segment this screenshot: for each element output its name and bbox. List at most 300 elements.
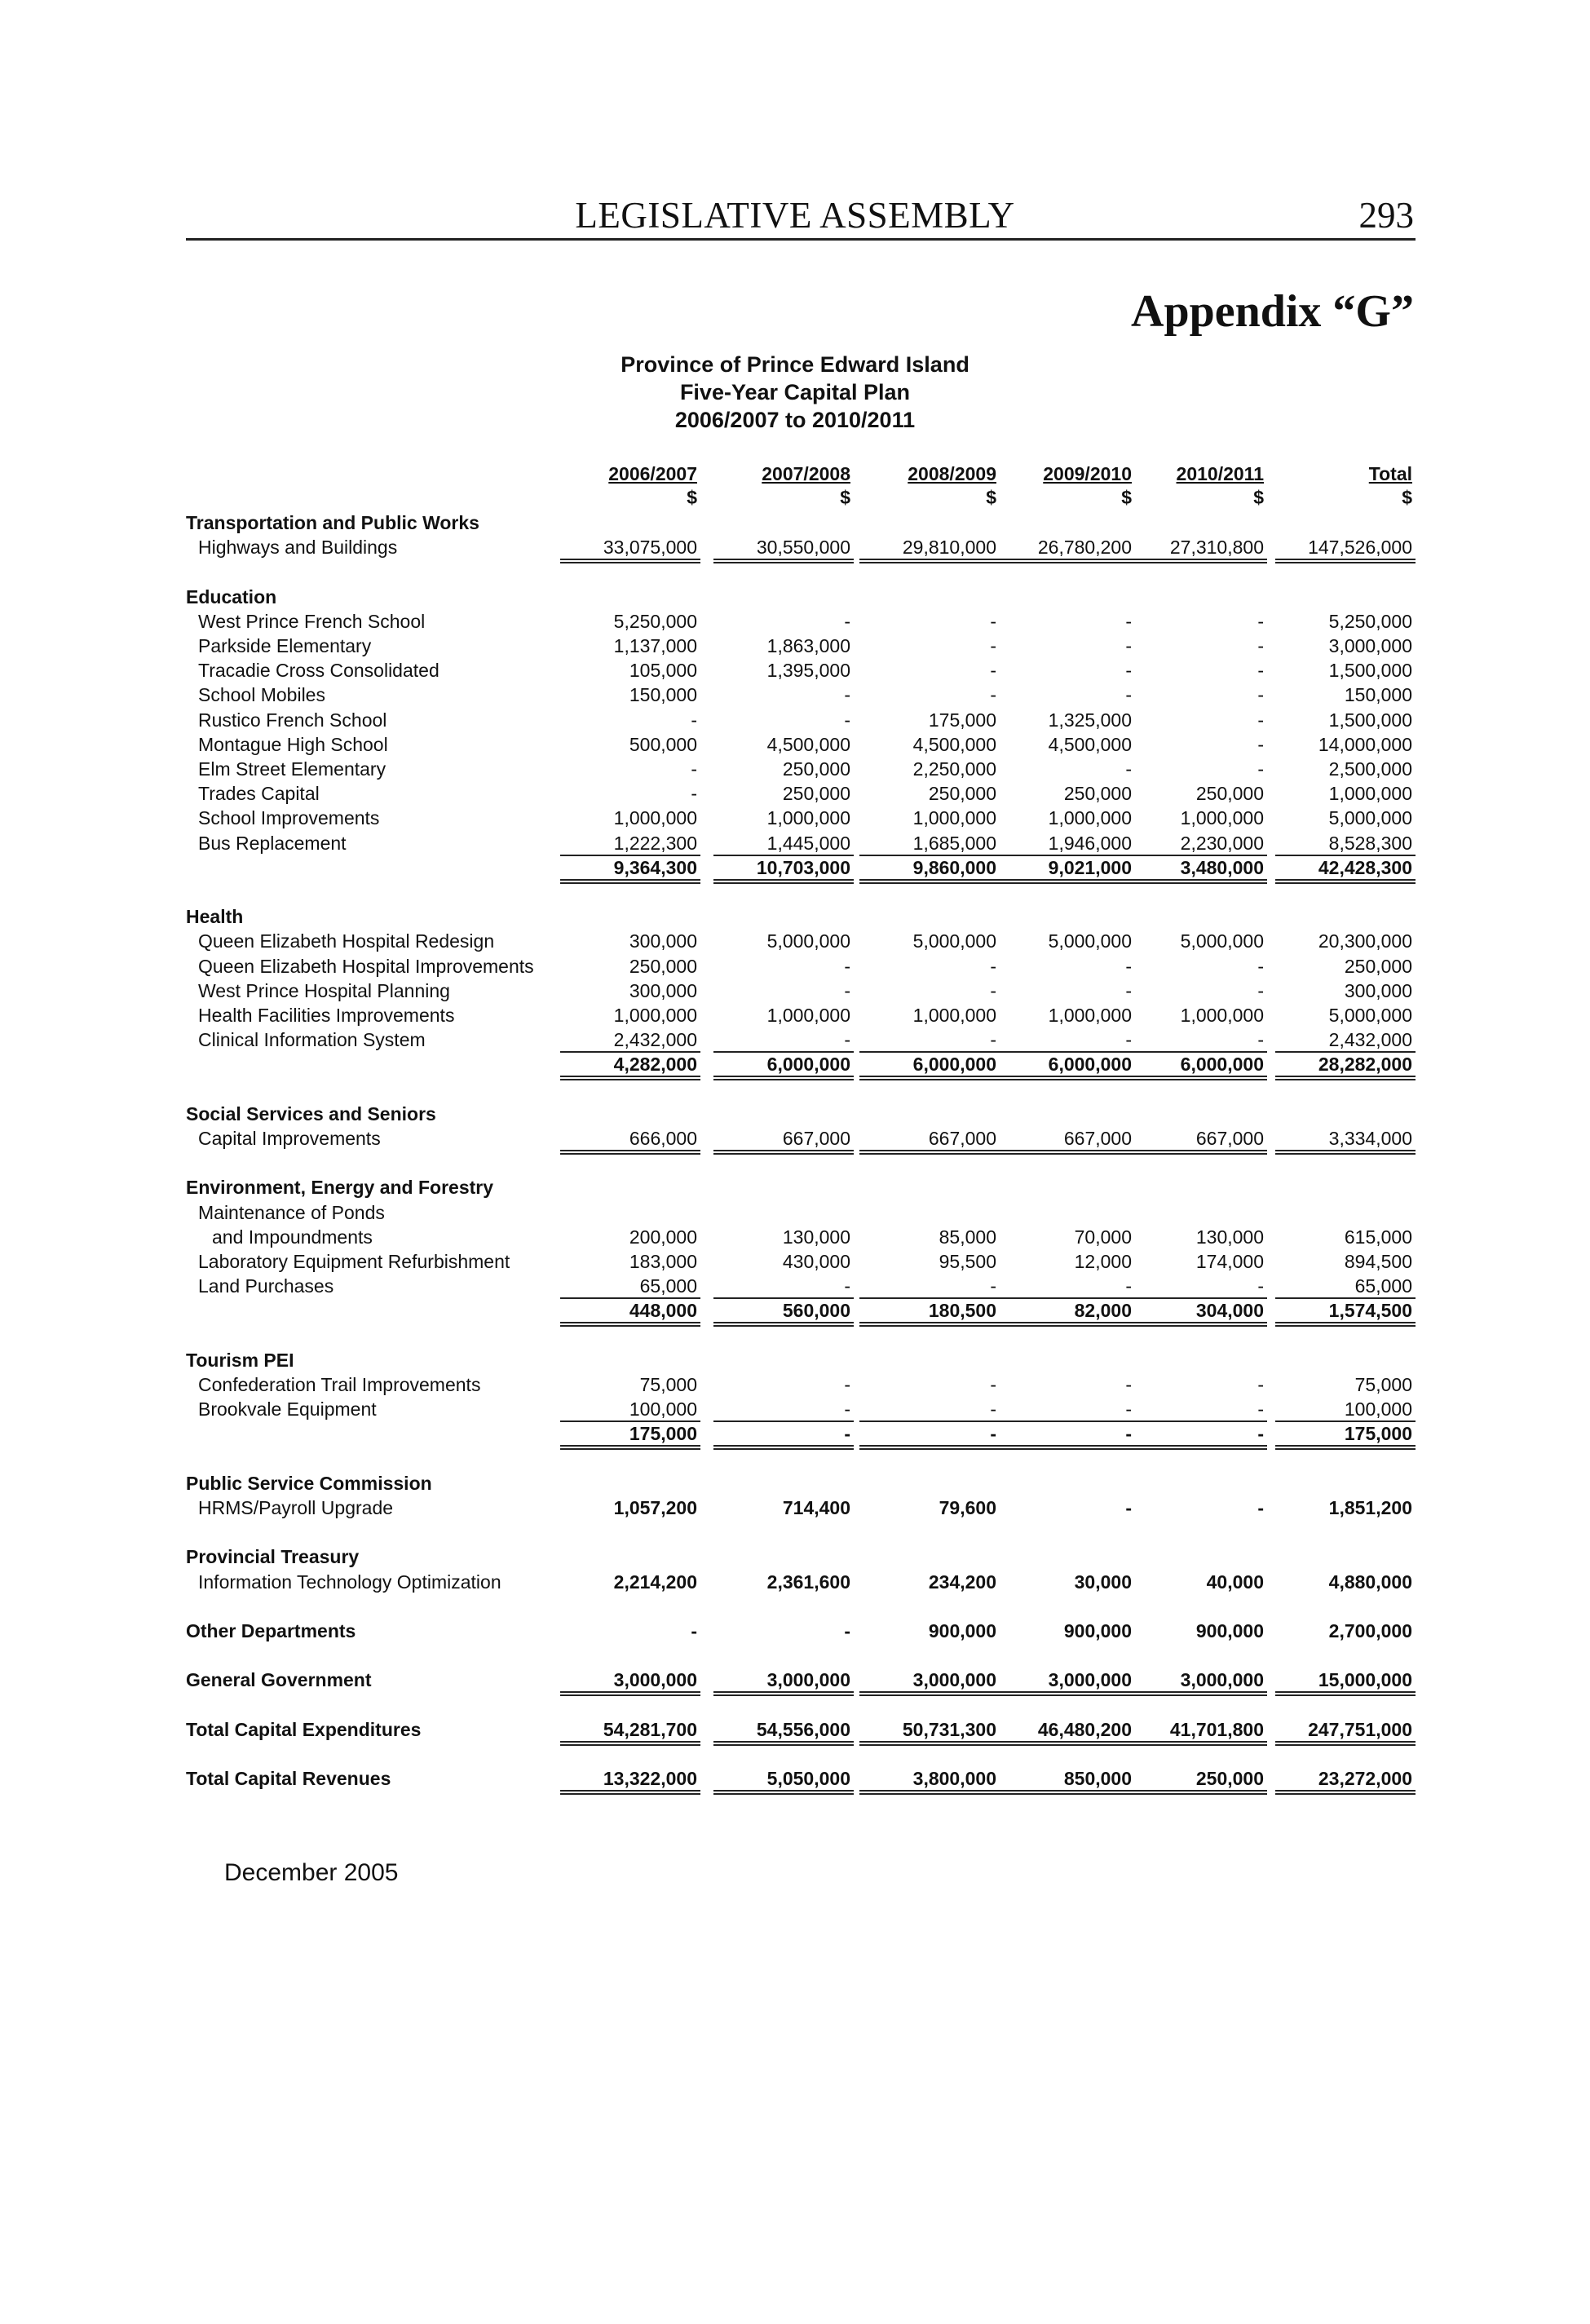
underline bbox=[560, 1445, 700, 1447]
underline bbox=[1275, 1790, 1416, 1792]
line-item-row bbox=[0, 1571, 1590, 1596]
cell-value: 30,550,000 bbox=[756, 537, 850, 559]
cell-value: - bbox=[1125, 610, 1132, 632]
cell-value: 100,000 bbox=[1344, 1398, 1412, 1420]
cell-value: - bbox=[1257, 979, 1264, 1001]
section-title: Provincial Treasury bbox=[186, 1546, 360, 1568]
section-heading-row bbox=[0, 1546, 1590, 1571]
row-label: West Prince French School bbox=[198, 610, 426, 632]
cell-value: 667,000 bbox=[782, 1128, 850, 1149]
cell-value: 3,000,000 bbox=[912, 1669, 996, 1691]
underline bbox=[713, 559, 854, 560]
cell-value: 41,701,800 bbox=[1169, 1718, 1264, 1740]
cell-value: 3,480,000 bbox=[1180, 856, 1264, 878]
cell-value: 4,282,000 bbox=[613, 1054, 697, 1076]
underline bbox=[1275, 879, 1416, 881]
column-unit: $ bbox=[986, 487, 996, 508]
row-label: Trades Capital bbox=[198, 783, 320, 805]
cell-value: 1,000,000 bbox=[1048, 1005, 1132, 1026]
column-header bbox=[687, 463, 850, 509]
underline bbox=[1127, 879, 1267, 881]
underline bbox=[1127, 1694, 1267, 1696]
cell-value: 180,500 bbox=[928, 1300, 996, 1322]
cell-value: 448,000 bbox=[629, 1300, 697, 1322]
underline bbox=[713, 1448, 854, 1450]
underline bbox=[560, 1448, 700, 1450]
row-label: Queen Elizabeth Hospital Redesign bbox=[198, 930, 495, 952]
line-item-row bbox=[0, 537, 1590, 561]
underline bbox=[859, 1150, 1000, 1151]
row-label: Land Purchases bbox=[198, 1275, 334, 1297]
underline bbox=[995, 1445, 1135, 1447]
underline bbox=[1275, 1153, 1416, 1155]
cell-value: 79,600 bbox=[939, 1497, 996, 1518]
underline bbox=[995, 1297, 1135, 1299]
cell-value: 430,000 bbox=[782, 1251, 850, 1272]
cell-value: 1,863,000 bbox=[766, 635, 850, 656]
underline bbox=[713, 562, 854, 563]
cell-value: - bbox=[1257, 1398, 1264, 1420]
underline bbox=[995, 1741, 1135, 1743]
subtotal-row bbox=[0, 1423, 1590, 1447]
underline bbox=[1127, 1448, 1267, 1450]
cell-value: 1,000,000 bbox=[766, 1005, 850, 1026]
cell-value: 5,250,000 bbox=[613, 610, 697, 632]
row-label: Bus Replacement bbox=[198, 832, 347, 854]
line-item-row bbox=[0, 1251, 1590, 1275]
row-label: Information Technology Optimization bbox=[198, 1571, 501, 1593]
underline bbox=[560, 879, 700, 881]
section-title: Public Service Commission bbox=[186, 1472, 432, 1494]
underline bbox=[713, 1744, 854, 1746]
cell-value: 28,282,000 bbox=[1318, 1054, 1412, 1076]
row-label: Total Capital Revenues bbox=[186, 1768, 391, 1790]
underline bbox=[1275, 562, 1416, 563]
header-rule bbox=[186, 238, 1416, 241]
line-item-row bbox=[0, 635, 1590, 660]
underline bbox=[713, 879, 854, 881]
cell-value: 100,000 bbox=[629, 1398, 697, 1420]
underline bbox=[1275, 1297, 1416, 1299]
line-item-row bbox=[0, 758, 1590, 783]
underline bbox=[560, 1420, 700, 1422]
underline bbox=[560, 1744, 700, 1746]
cell-value: 1,946,000 bbox=[1048, 832, 1132, 854]
subtotal-row bbox=[0, 857, 1590, 881]
underline bbox=[1275, 1325, 1416, 1327]
cell-value: 3,000,000 bbox=[766, 1669, 850, 1691]
cell-value: 85,000 bbox=[939, 1226, 996, 1248]
cell-value: 500,000 bbox=[629, 733, 697, 755]
page-number: 293 bbox=[1358, 195, 1414, 236]
cell-value: - bbox=[1257, 709, 1264, 731]
cell-value: 850,000 bbox=[1063, 1768, 1132, 1790]
underline bbox=[1127, 1051, 1267, 1053]
underline bbox=[713, 1150, 854, 1151]
cell-value: 42,428,300 bbox=[1318, 856, 1412, 878]
underline bbox=[995, 882, 1135, 884]
underline bbox=[859, 562, 1000, 563]
row-label: and Impoundments bbox=[212, 1226, 373, 1248]
underline bbox=[713, 855, 854, 856]
cell-value: 250,000 bbox=[1063, 783, 1132, 805]
cell-value: - bbox=[990, 1398, 996, 1420]
section-title: Tourism PEI bbox=[186, 1349, 294, 1371]
cell-value: - bbox=[1125, 1497, 1132, 1518]
cell-value: 5,000,000 bbox=[1328, 807, 1412, 829]
cell-value: 70,000 bbox=[1074, 1226, 1132, 1248]
line-item-row bbox=[0, 1374, 1590, 1398]
underline bbox=[1127, 1325, 1267, 1327]
cell-value: - bbox=[990, 1423, 996, 1445]
underline bbox=[560, 1694, 700, 1696]
underline bbox=[1127, 559, 1267, 560]
cell-value: 247,751,000 bbox=[1308, 1718, 1412, 1740]
line-item-row bbox=[0, 734, 1590, 758]
cell-value: 46,480,200 bbox=[1037, 1718, 1132, 1740]
row-label: Montague High School bbox=[198, 733, 388, 755]
cell-value: - bbox=[844, 709, 850, 731]
cell-value: 1,851,200 bbox=[1328, 1497, 1412, 1518]
underline bbox=[1275, 1741, 1416, 1743]
underline bbox=[560, 1153, 700, 1155]
cell-value: 2,230,000 bbox=[1180, 832, 1264, 854]
underline bbox=[713, 1153, 854, 1155]
cell-value: - bbox=[990, 660, 996, 682]
cell-value: 2,432,000 bbox=[1328, 1029, 1412, 1051]
cell-value: 130,000 bbox=[782, 1226, 850, 1248]
cell-value: 1,500,000 bbox=[1328, 660, 1412, 682]
underline bbox=[859, 1153, 1000, 1155]
section-title: Transportation and Public Works bbox=[186, 512, 479, 533]
underline bbox=[560, 1325, 700, 1327]
underline bbox=[995, 1079, 1135, 1080]
line-item-row bbox=[0, 611, 1590, 635]
cell-value: 1,325,000 bbox=[1048, 709, 1132, 731]
line-item-row bbox=[0, 1275, 1590, 1300]
cell-value: - bbox=[1257, 758, 1264, 780]
cell-value: 6,000,000 bbox=[1180, 1054, 1264, 1076]
cell-value: 14,000,000 bbox=[1318, 733, 1412, 755]
underline bbox=[713, 1694, 854, 1696]
total-row bbox=[0, 1620, 1590, 1645]
cell-value: 175,000 bbox=[1344, 1423, 1412, 1445]
cell-value: 54,281,700 bbox=[603, 1718, 697, 1740]
underline bbox=[859, 1448, 1000, 1450]
cell-value: 50,731,300 bbox=[902, 1718, 996, 1740]
underline bbox=[995, 1322, 1135, 1323]
underline bbox=[560, 1691, 700, 1693]
row-label: Health Facilities Improvements bbox=[198, 1005, 455, 1026]
row-label: Clinical Information System bbox=[198, 1029, 426, 1051]
column-year: 2006/2007 bbox=[608, 463, 697, 484]
underline bbox=[995, 1150, 1135, 1151]
cell-value: 2,500,000 bbox=[1328, 758, 1412, 780]
cell-value: 1,500,000 bbox=[1328, 709, 1412, 731]
line-item-row bbox=[0, 930, 1590, 955]
cell-value: - bbox=[844, 1620, 850, 1641]
cell-value: 65,000 bbox=[639, 1275, 697, 1297]
underline bbox=[859, 1322, 1000, 1323]
cell-value: - bbox=[1125, 660, 1132, 682]
cell-value: 900,000 bbox=[1063, 1620, 1132, 1641]
cell-value: 15,000,000 bbox=[1318, 1669, 1412, 1691]
row-label: School Mobiles bbox=[198, 684, 325, 706]
underline bbox=[1275, 1420, 1416, 1422]
plan-title-line: Province of Prince Edward Island bbox=[621, 352, 969, 377]
underline bbox=[995, 1448, 1135, 1450]
underline bbox=[713, 1445, 854, 1447]
row-label: Maintenance of Ponds bbox=[198, 1201, 385, 1223]
cell-value: 105,000 bbox=[629, 660, 697, 682]
underline bbox=[560, 559, 700, 560]
cell-value: - bbox=[691, 1620, 697, 1641]
cell-value: 3,000,000 bbox=[1048, 1669, 1132, 1691]
cell-value: 3,000,000 bbox=[1328, 635, 1412, 656]
underline bbox=[560, 1079, 700, 1080]
cell-value: 5,000,000 bbox=[766, 930, 850, 952]
underline bbox=[859, 1297, 1000, 1299]
cell-value: - bbox=[1257, 733, 1264, 755]
cell-value: - bbox=[844, 1398, 850, 1420]
underline bbox=[713, 1420, 854, 1422]
underline bbox=[713, 1297, 854, 1299]
underline bbox=[995, 1153, 1135, 1155]
underline bbox=[995, 1051, 1135, 1053]
cell-value: 10,703,000 bbox=[756, 856, 850, 878]
underline bbox=[560, 562, 700, 563]
row-label: Confederation Trail Improvements bbox=[198, 1374, 481, 1395]
cell-value: 75,000 bbox=[639, 1374, 697, 1395]
cell-value: 1,574,500 bbox=[1328, 1300, 1412, 1322]
cell-value: 667,000 bbox=[1063, 1128, 1132, 1149]
underline bbox=[713, 882, 854, 884]
line-item-row bbox=[0, 956, 1590, 980]
cell-value: 1,000,000 bbox=[1328, 783, 1412, 805]
underline bbox=[995, 1744, 1135, 1746]
underline bbox=[713, 1322, 854, 1323]
column-year: 2008/2009 bbox=[908, 463, 996, 484]
cell-value: - bbox=[990, 1374, 996, 1395]
column-header bbox=[534, 463, 697, 509]
cell-value: 3,000,000 bbox=[613, 1669, 697, 1691]
cell-value: 250,000 bbox=[1195, 783, 1264, 805]
cell-value: 175,000 bbox=[629, 1423, 697, 1445]
underline bbox=[1127, 1297, 1267, 1299]
underline bbox=[1275, 1793, 1416, 1795]
cell-value: - bbox=[1257, 660, 1264, 682]
cell-value: - bbox=[990, 684, 996, 706]
underline bbox=[1127, 1790, 1267, 1792]
section-heading-row bbox=[0, 1473, 1590, 1497]
underline bbox=[1275, 882, 1416, 884]
section-heading-row bbox=[0, 586, 1590, 611]
underline bbox=[560, 1790, 700, 1792]
cell-value: 1,000,000 bbox=[613, 1005, 697, 1026]
cell-value: 130,000 bbox=[1195, 1226, 1264, 1248]
line-item-row bbox=[0, 1497, 1590, 1522]
underline bbox=[713, 1051, 854, 1053]
row-label: School Improvements bbox=[198, 807, 380, 829]
cell-value: 6,000,000 bbox=[766, 1054, 850, 1076]
cell-value: 9,860,000 bbox=[912, 856, 996, 878]
underline bbox=[1127, 1420, 1267, 1422]
total-row bbox=[0, 1669, 1590, 1694]
cell-value: 1,137,000 bbox=[613, 635, 697, 656]
cell-value: 304,000 bbox=[1195, 1300, 1264, 1322]
underline bbox=[560, 1297, 700, 1299]
underline bbox=[1275, 1150, 1416, 1151]
cell-value: - bbox=[1125, 1423, 1132, 1445]
cell-value: 82,000 bbox=[1074, 1300, 1132, 1322]
cell-value: 2,250,000 bbox=[912, 758, 996, 780]
cell-value: 900,000 bbox=[928, 1620, 996, 1641]
cell-value: 667,000 bbox=[1195, 1128, 1264, 1149]
underline bbox=[859, 1420, 1000, 1422]
underline bbox=[1127, 1793, 1267, 1795]
line-item-row bbox=[0, 1202, 1590, 1226]
section-heading-row bbox=[0, 1350, 1590, 1374]
cell-value: 2,361,600 bbox=[766, 1571, 850, 1593]
section-heading-row bbox=[0, 512, 1590, 537]
underline bbox=[1275, 1448, 1416, 1450]
column-year: 2009/2010 bbox=[1043, 463, 1132, 484]
cell-value: 250,000 bbox=[1344, 955, 1412, 977]
cell-value: 150,000 bbox=[1344, 684, 1412, 706]
underline bbox=[560, 1322, 700, 1323]
row-label: Brookvale Equipment bbox=[198, 1398, 377, 1420]
underline bbox=[560, 1051, 700, 1053]
line-item-row bbox=[0, 709, 1590, 734]
cell-value: 6,000,000 bbox=[1048, 1054, 1132, 1076]
header-title: LEGISLATIVE ASSEMBLY bbox=[575, 195, 1015, 236]
cell-value: 40,000 bbox=[1206, 1571, 1264, 1593]
cell-value: - bbox=[844, 610, 850, 632]
underline bbox=[1275, 1322, 1416, 1323]
cell-value: 4,880,000 bbox=[1328, 1571, 1412, 1593]
row-label: Highways and Buildings bbox=[198, 537, 398, 559]
underline bbox=[995, 1325, 1135, 1327]
underline bbox=[1275, 855, 1416, 856]
column-year: Total bbox=[1368, 463, 1412, 484]
underline bbox=[1275, 1445, 1416, 1447]
line-item-row bbox=[0, 1029, 1590, 1054]
underline bbox=[859, 855, 1000, 856]
plan-title-line: 2006/2007 to 2010/2011 bbox=[674, 408, 916, 432]
cell-value: 30,000 bbox=[1074, 1571, 1132, 1593]
cell-value: - bbox=[844, 979, 850, 1001]
row-label: Other Departments bbox=[186, 1620, 356, 1641]
cell-value: 54,556,000 bbox=[756, 1718, 850, 1740]
cell-value: 13,322,000 bbox=[603, 1768, 697, 1790]
cell-value: 560,000 bbox=[782, 1300, 850, 1322]
cell-value: 5,000,000 bbox=[912, 930, 996, 952]
cell-value: - bbox=[844, 1275, 850, 1297]
cell-value: 33,075,000 bbox=[603, 537, 697, 559]
underline bbox=[1127, 882, 1267, 884]
cell-value: 1,000,000 bbox=[912, 1005, 996, 1026]
underline bbox=[859, 1741, 1000, 1743]
underline bbox=[995, 1420, 1135, 1422]
underline bbox=[859, 1691, 1000, 1693]
underline bbox=[1275, 1051, 1416, 1053]
line-item-row bbox=[0, 660, 1590, 684]
cell-value: 2,214,200 bbox=[613, 1571, 697, 1593]
cell-value: 250,000 bbox=[629, 955, 697, 977]
footer-date: December 2005 bbox=[224, 1859, 399, 1886]
cell-value: 5,000,000 bbox=[1328, 1005, 1412, 1026]
underline bbox=[859, 1793, 1000, 1795]
section-heading-row bbox=[0, 1103, 1590, 1128]
row-label: Tracadie Cross Consolidated bbox=[198, 660, 439, 682]
section-heading-row bbox=[0, 1177, 1590, 1201]
cell-value: 1,395,000 bbox=[766, 660, 850, 682]
underline bbox=[1127, 1691, 1267, 1693]
cell-value: 1,445,000 bbox=[766, 832, 850, 854]
underline bbox=[859, 1076, 1000, 1077]
cell-value: 234,200 bbox=[928, 1571, 996, 1593]
underline bbox=[995, 1691, 1135, 1693]
row-label: West Prince Hospital Planning bbox=[198, 979, 450, 1001]
cell-value: - bbox=[1125, 635, 1132, 656]
cell-value: 147,526,000 bbox=[1308, 537, 1412, 559]
cell-value: - bbox=[844, 684, 850, 706]
row-label: Parkside Elementary bbox=[198, 635, 372, 656]
cell-value: 5,050,000 bbox=[766, 1768, 850, 1790]
cell-value: - bbox=[1257, 684, 1264, 706]
cell-value: 1,000,000 bbox=[613, 807, 697, 829]
cell-value: - bbox=[1257, 610, 1264, 632]
cell-value: 1,000,000 bbox=[912, 807, 996, 829]
line-item-row bbox=[0, 1226, 1590, 1251]
cell-value: - bbox=[1125, 979, 1132, 1001]
cell-value: - bbox=[990, 1275, 996, 1297]
cell-value: - bbox=[1257, 1497, 1264, 1518]
cell-value: 23,272,000 bbox=[1318, 1768, 1412, 1790]
cell-value: 174,000 bbox=[1195, 1251, 1264, 1272]
cell-value: - bbox=[691, 783, 697, 805]
underline bbox=[859, 882, 1000, 884]
cell-value: - bbox=[990, 955, 996, 977]
underline bbox=[859, 879, 1000, 881]
row-label: Rustico French School bbox=[198, 709, 387, 731]
underline bbox=[859, 559, 1000, 560]
line-item-row bbox=[0, 1005, 1590, 1029]
column-unit: $ bbox=[1253, 487, 1264, 508]
subtotal-row bbox=[0, 1054, 1590, 1078]
underline bbox=[995, 559, 1135, 560]
cell-value: - bbox=[1257, 1029, 1264, 1051]
line-item-row bbox=[0, 807, 1590, 832]
underline bbox=[560, 855, 700, 856]
cell-value: - bbox=[1125, 1029, 1132, 1051]
underline bbox=[560, 882, 700, 884]
cell-value: 95,500 bbox=[939, 1251, 996, 1272]
underline bbox=[560, 1076, 700, 1077]
underline bbox=[1127, 1445, 1267, 1447]
row-label: General Government bbox=[186, 1669, 372, 1691]
underline bbox=[713, 1741, 854, 1743]
column-unit: $ bbox=[687, 487, 697, 508]
section-title: Health bbox=[186, 906, 244, 928]
underline bbox=[995, 1076, 1135, 1077]
cell-value: 1,000,000 bbox=[1180, 1005, 1264, 1026]
section-title: Environment, Energy and Forestry bbox=[186, 1177, 494, 1199]
row-label: Elm Street Elementary bbox=[198, 758, 386, 780]
underline bbox=[995, 1694, 1135, 1696]
cell-value: 250,000 bbox=[782, 783, 850, 805]
cell-value: 12,000 bbox=[1074, 1251, 1132, 1272]
